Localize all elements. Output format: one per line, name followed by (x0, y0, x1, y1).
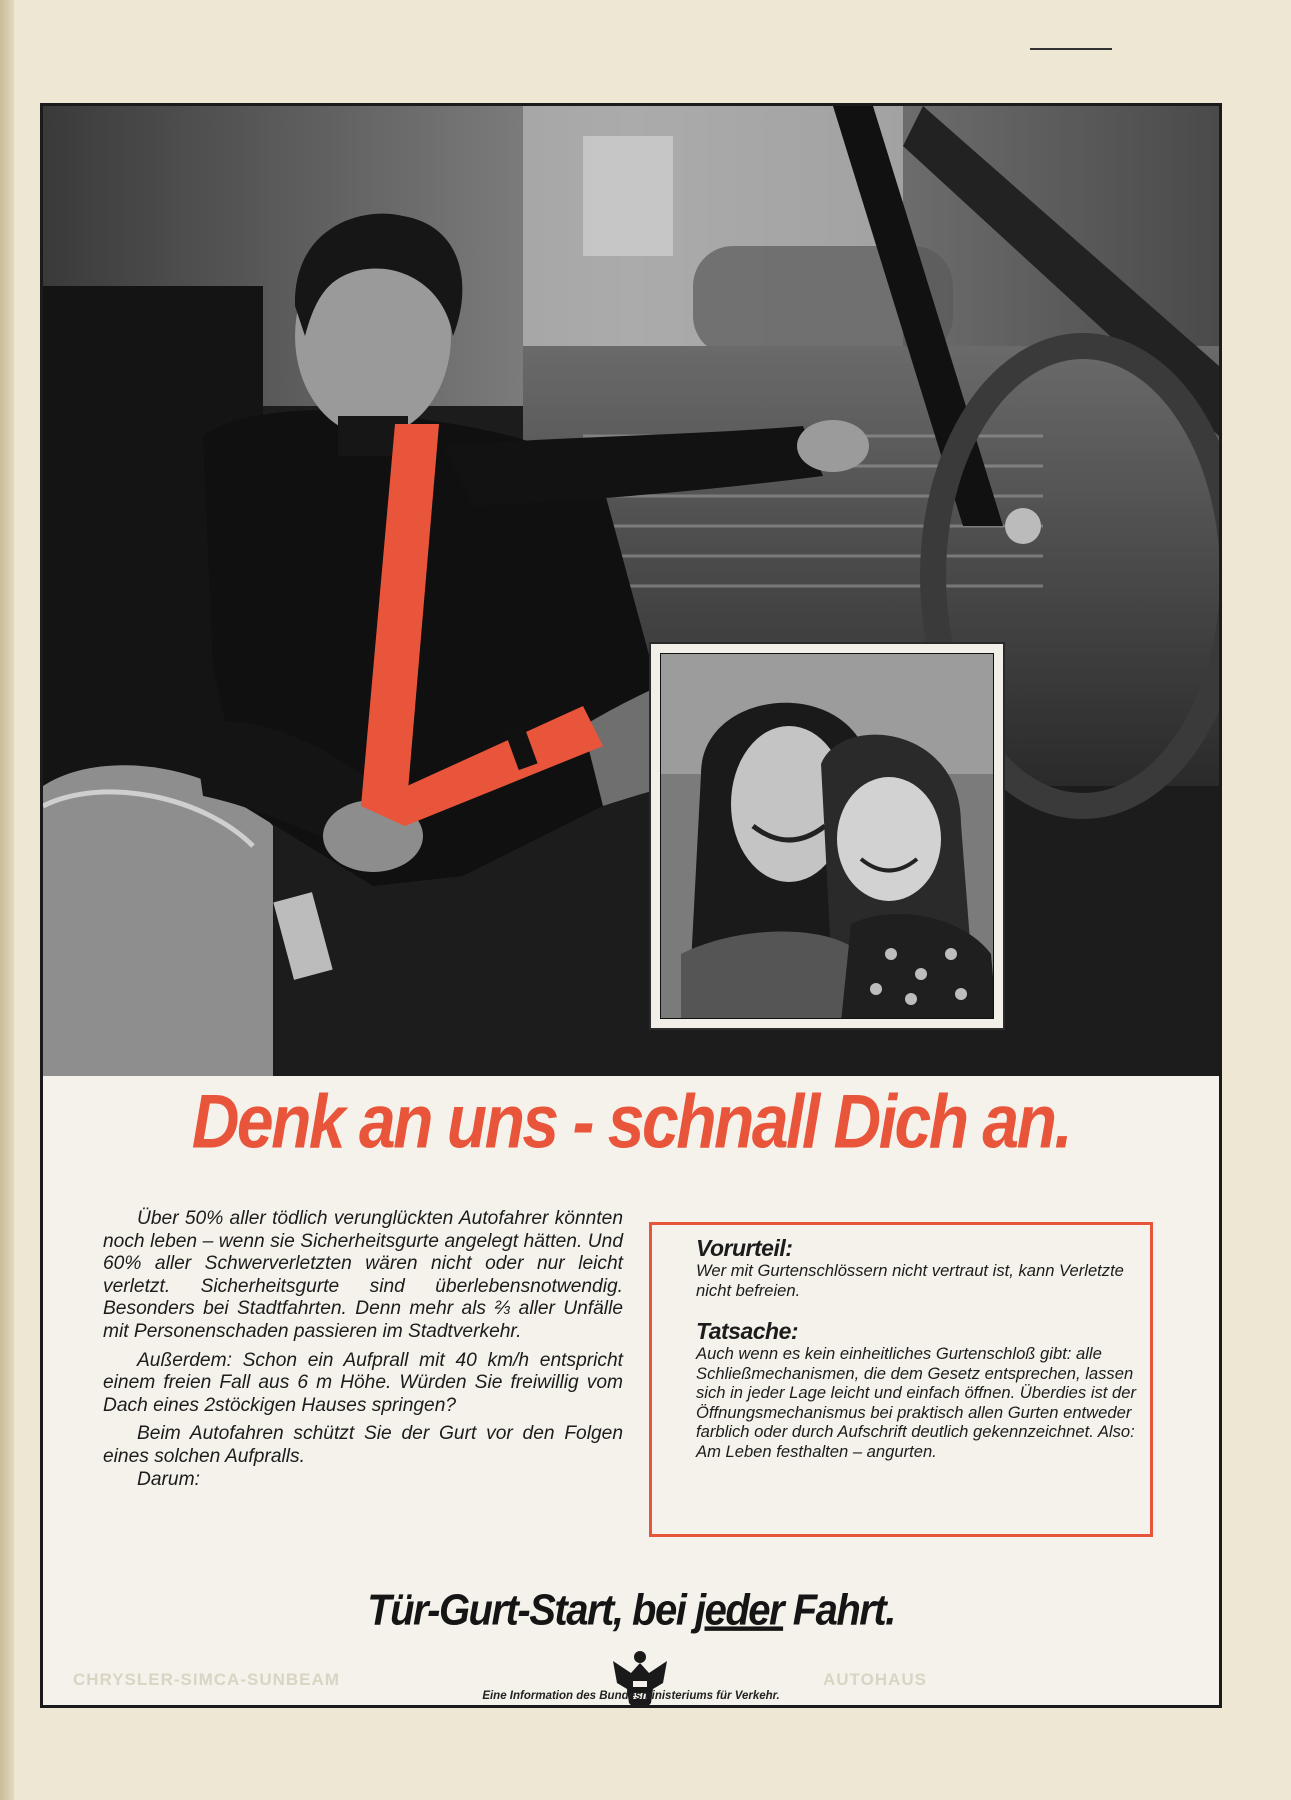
prejudice-text: Wer mit Gurtenschlössern nicht vertraut ist, kann Verletzte nicht befreien. (696, 1261, 1124, 1300)
bleed-through-right: AUTOHAUS (823, 1670, 928, 1689)
slogan-underlined: jeder (694, 1585, 784, 1635)
body-paragraph-2: Außerdem: Schon ein Aufprall mit 40 km/h entspricht einem freien Fall aus 6 m Höhe. Würden Sie freiwillig vom Dach eines 2stöckigen Hauses springen? (103, 1349, 623, 1416)
mother-child-illustration (661, 654, 994, 1019)
footer-credit: Eine Information des Bundesministeriums für Verkehr. (482, 1690, 780, 1702)
body-text (103, 1208, 623, 1491)
car-interior-illustration (43, 106, 1219, 1076)
mother-and-child-photo (660, 653, 994, 1019)
headline: Denk an uns - schnall Dich an. (191, 1078, 1071, 1164)
slogan-part-2: Fahrt. (783, 1585, 895, 1635)
slogan-part-1: Tür-Gurt-Start, bei (367, 1585, 695, 1635)
printer-mark (1030, 48, 1112, 50)
bleed-through-left: CHRYSLER-SIMCA-SUNBEAM (73, 1670, 340, 1689)
prejudice-heading: Vorurteil: (696, 1235, 793, 1261)
main-photo (43, 106, 1219, 1076)
slogan (43, 1586, 1219, 1636)
fact-heading: Tatsache: (696, 1318, 799, 1344)
inset-photo (649, 642, 1005, 1030)
fact-box (649, 1222, 1153, 1537)
body-paragraph-4: Darum: (137, 1468, 200, 1490)
body-paragraph-3: Beim Autofahren schützt Sie der Gurt vor den Folgen eines solchen Aufpralls. (103, 1423, 623, 1467)
advertisement (40, 103, 1222, 1708)
page-edge (0, 0, 14, 1800)
fact-text: Auch wenn es kein einheitliches Gurtenschloß gibt: alle Schließmechanismen, die dem Gesetz entsprechen, lassen sich in jeder Lage leicht und einfach öffnen. Überdies ist der Öffnungsmechanismus bei praktisch allen Gurten entweder farblich oder durch Aufschrift deutlich gekennzeichnet. Also: Am Leben festhalten – angurten. (696, 1344, 1137, 1461)
body-paragraph-1: Über 50% aller tödlich verunglückten Autofahrer könnten noch leben – wenn sie Sicherheitsgurte angelegt hätten. Und 60% aller Schwerverletzten wären nicht oder nur leicht verletzt. Sicherheitsgurte sind überlebensnotwendig. Besonders bei Stadtfahrten. Denn mehr als ⅔ aller Unfälle mit Personenschaden passieren im Stadtverkehr. (103, 1208, 623, 1342)
